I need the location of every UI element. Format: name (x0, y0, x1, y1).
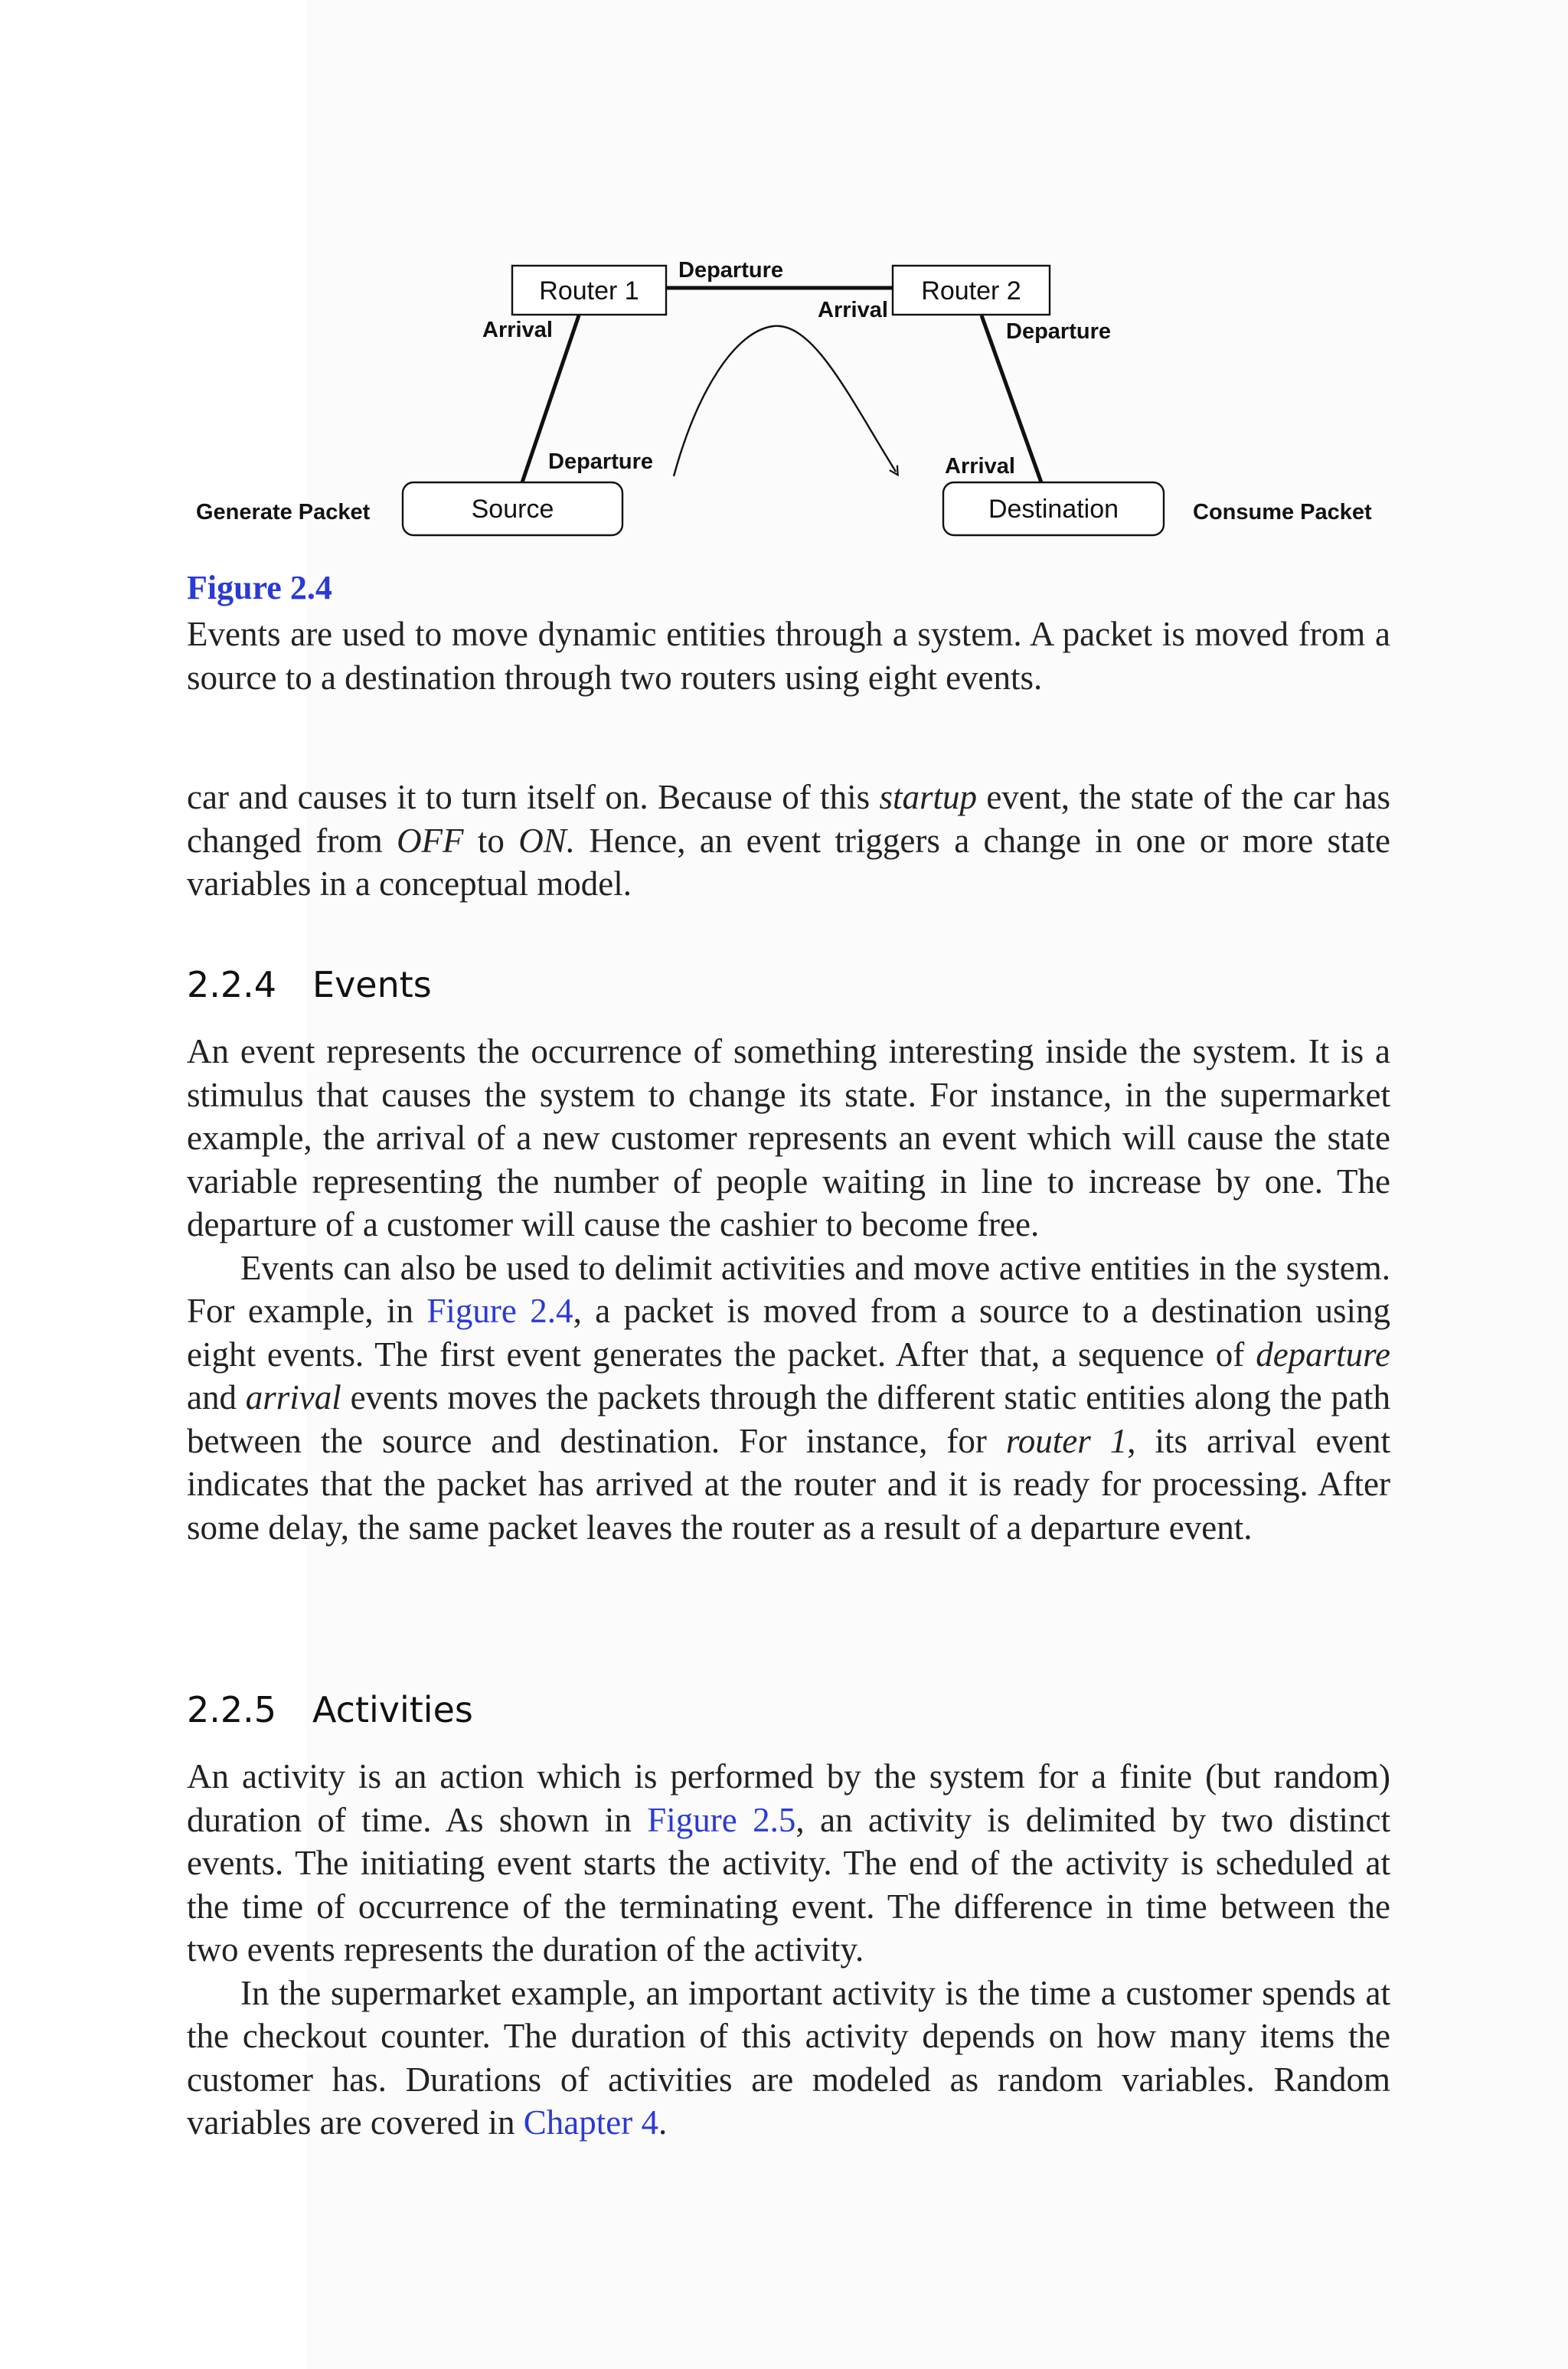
events-body (187, 1030, 1390, 1549)
events-p2-text-b: , a packet is moved from a source to a destination using eight events. The first event generates the packet. After that, a sequence of (187, 1292, 1390, 1374)
activities-p1-text-a: An activity is an action which is performed by the system for a finite (but random) duration of time. As shown in (187, 1757, 1390, 1839)
events-p2-text-a: Events can also be used to delimit activities and move active entities in the system. For example, in (187, 1248, 1390, 1330)
section-title: Events (312, 964, 432, 1005)
events-paragraph-1: An event represents the occurrence of something interesting inside the system. It is a stimulus that causes the system to change its state. For instance, in the supermarket example, the arrival of a new customer represents an event which will cause the state variable representing the number of people waiting in line to increase by one. The departure of a customer will cause the cashier to become free. (187, 1032, 1390, 1243)
figure-caption-label: Figure 2.4 (187, 569, 332, 606)
figure-caption-text (187, 613, 1390, 699)
figure-2-4-link[interactable]: Figure 2.4 (426, 1292, 573, 1330)
label-arrival-destination: Arrival (945, 454, 1015, 479)
label-arrival-router2: Arrival (818, 298, 888, 322)
events-arrival-em: arrival (245, 1378, 341, 1416)
events-p2-text-d: events moves the packets through the different static entities along the path between the source and destination. For instance, for (187, 1378, 1390, 1460)
events-paragraph-2 (187, 1247, 1390, 1550)
activities-paragraph-1 (187, 1755, 1390, 1972)
intro-on: ON. (518, 821, 575, 860)
intro-text-1: car and causes it to turn itself on. Because of this (187, 778, 880, 816)
transfer-arrow (674, 326, 896, 476)
section-number: 2.2.4 (187, 964, 277, 1005)
figure-caption-body: Events are used to move dynamic entities through a system. A packet is moved from a source to a destination through two routers using eight events. (187, 615, 1390, 697)
activities-p2-text-a: In the supermarket example, an important activity is the time a customer spends at the checkout counter. The duration of this activity depends on how many items the customer has. Durations of activities are modeled as random variables. Random variables are covered in (187, 1973, 1390, 2142)
label-departure-router1: Departure (678, 258, 783, 283)
activities-paragraph-2 (187, 1972, 1390, 2145)
intro-text-4: Hence, an event triggers a change in one or more state variables in a conceptual model. (187, 821, 1390, 903)
label-generate-packet: Generate Packet (196, 500, 371, 524)
section-title: Activities (312, 1689, 473, 1730)
chapter-4-link[interactable]: Chapter 4 (523, 2103, 658, 2142)
intro-text (187, 776, 1390, 906)
intro-paragraph (187, 776, 1390, 906)
source-label: Source (471, 495, 554, 524)
figure-2-5-link[interactable]: Figure 2.5 (647, 1800, 796, 1839)
intro-off: OFF (397, 821, 464, 860)
activities-p2-text-b: . (658, 2103, 668, 2142)
events-p2-text-c: and (187, 1378, 246, 1416)
label-departure-router2: Departure (1006, 319, 1111, 344)
section-heading-events (187, 963, 432, 1006)
activities-body (187, 1755, 1390, 2145)
events-router1-em: router 1 (1005, 1421, 1128, 1460)
activities-p1-text-b: , an activity is delimited by two distinct events. The initiating event starts the activity. The end of the activity is scheduled at the time of occurrence of the terminating event. The difference in time between the two events represents the duration of the activity. (187, 1800, 1391, 1969)
router1-label: Router 1 (539, 276, 639, 306)
events-p2-text-e: , its arrival event indicates that the packet has arrived at the router and it is ready for processing. After some delay, the same packet leaves the router as a result of a departure event. (187, 1421, 1390, 1547)
router2-label: Router 2 (921, 276, 1021, 306)
label-arrival-router1: Arrival (482, 318, 553, 342)
events-departure-em: departure (1256, 1335, 1390, 1374)
figure-2-4-diagram (0, 0, 1568, 582)
label-consume-packet: Consume Packet (1193, 500, 1372, 524)
intro-startup: startup (879, 778, 977, 816)
intro-text-3: to (463, 821, 519, 860)
intro-text-2: event, the state of the car has changed from (187, 778, 1390, 860)
destination-label: Destination (988, 495, 1119, 524)
section-heading-activities (187, 1688, 473, 1731)
label-departure-source: Departure (548, 449, 653, 474)
section-number: 2.2.5 (187, 1689, 277, 1730)
